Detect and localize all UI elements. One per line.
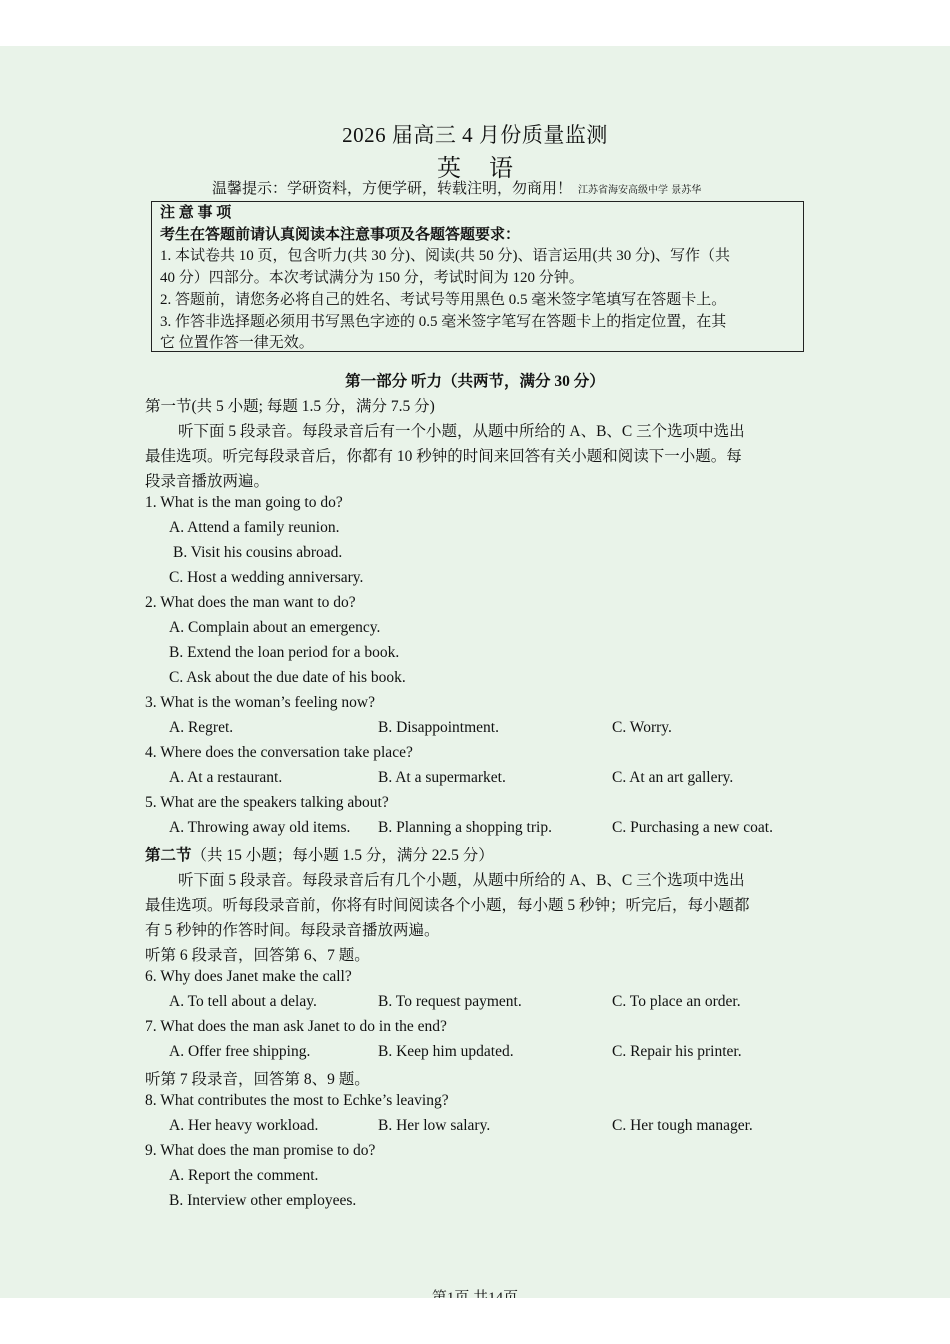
option: A. Regret. bbox=[169, 719, 234, 736]
option: C. Host a wedding anniversary. bbox=[169, 569, 364, 586]
audio-instruction: 听第 6 段录音，回答第 6、7 题。 bbox=[145, 947, 370, 964]
audio-instruction: 听第 7 段录音，回答第 8、9 题。 bbox=[145, 1071, 370, 1088]
option: B. Her low salary. bbox=[378, 1117, 491, 1134]
tip-text: 温馨提示：学研资料，方便学研，转载注明，勿商用！ bbox=[212, 181, 573, 197]
section2-title-bold: 第二节 bbox=[145, 847, 192, 864]
option: C. Purchasing a new coat. bbox=[612, 819, 773, 836]
option: B. Disappointment. bbox=[378, 719, 499, 736]
notice-line: 3. 作答非选择题必须用书写黑色字迹的 0.5 毫米签字笔写在答题卡上的指定位置，在其 bbox=[160, 313, 727, 330]
notice-line: 它 位置作答一律无效。 bbox=[160, 335, 314, 352]
option: B. Planning a shopping trip. bbox=[378, 819, 552, 836]
option: A. Attend a family reunion. bbox=[169, 519, 340, 536]
notice-heading: 注 意 事 项 bbox=[160, 205, 232, 221]
instruction-line: 段录音播放两遍。 bbox=[145, 473, 270, 490]
option: A. At a restaurant. bbox=[169, 769, 283, 786]
option: C. Her tough manager. bbox=[612, 1117, 753, 1134]
option: B. To request payment. bbox=[378, 993, 522, 1010]
notice-line: 40 分）四部分。本次考试满分为 150 分，考试时间为 120 分钟。 bbox=[160, 270, 584, 287]
option: A. Complain about an emergency. bbox=[169, 619, 381, 636]
instruction-line: 最佳选项。听完每段录音后，你都有 10 秒钟的时间来回答有关小题和阅读下一小题。每 bbox=[145, 448, 742, 465]
question-stem: 5. What are the speakers talking about? bbox=[145, 794, 389, 811]
question-stem: 6. Why does Janet make the call? bbox=[145, 968, 352, 985]
question-stem: 1. What is the man going to do? bbox=[145, 494, 343, 511]
section2-title-rest: （共 15 小题；每小题 1.5 分，满分 22.5 分） bbox=[191, 847, 494, 864]
instruction-line: 有 5 秒钟的作答时间。每段录音播放两遍。 bbox=[145, 922, 440, 939]
option: B. Interview other employees. bbox=[169, 1192, 357, 1209]
notice-box bbox=[151, 201, 804, 352]
question-stem: 8. What contributes the most to Echke’s leaving? bbox=[145, 1092, 449, 1109]
question-stem: 9. What does the man promise to do? bbox=[145, 1142, 376, 1159]
instruction-line: 听下面 5 段录音。每段录音后有几个小题，从题中所给的 A、B、C 三个选项中选出 bbox=[178, 872, 745, 889]
part1-title: 第一部分 听力（共两节，满分 30 分） bbox=[345, 373, 605, 390]
option: A. Throwing away old items. bbox=[169, 819, 351, 836]
option: A. Report the comment. bbox=[169, 1167, 319, 1184]
option: A. Offer free shipping. bbox=[169, 1043, 311, 1060]
option: B. Keep him updated. bbox=[378, 1043, 514, 1060]
tip-source: 江苏省海安高级中学 景苏华 bbox=[578, 185, 702, 196]
option: B. At a supermarket. bbox=[378, 769, 506, 786]
subject-title: 英语 bbox=[437, 156, 541, 182]
option: A. Her heavy workload. bbox=[169, 1117, 319, 1134]
option: C. At an art gallery. bbox=[612, 769, 734, 786]
notice-line: 1. 本试卷共 10 页，包含听力(共 30 分)、阅读(共 50 分)、语言运用(共 30 分)、写作（共 bbox=[160, 248, 730, 265]
option: C. Repair his printer. bbox=[612, 1043, 742, 1060]
question-stem: 2. What does the man want to do? bbox=[145, 594, 356, 611]
notice-subheading: 考生在答题前请认真阅读本注意事项及各题答题要求： bbox=[160, 226, 521, 243]
option: B. Visit his cousins abroad. bbox=[173, 544, 343, 561]
exam-title: 2026 届高三 4 月份质量监测 bbox=[342, 123, 608, 147]
notice-line: 2. 答题前，请您务必将自己的姓名、考试号等用黑色 0.5 毫米签字笔填写在答题卡上。 bbox=[160, 291, 727, 308]
section1-title: 第一节(共 5 小题; 每题 1.5 分，满分 7.5 分) bbox=[145, 398, 435, 415]
option: C. Ask about the due date of his book. bbox=[169, 669, 406, 686]
page-bottom-margin bbox=[0, 1298, 950, 1344]
question-stem: 4. Where does the conversation take place? bbox=[145, 744, 413, 761]
question-stem: 7. What does the man ask Janet to do in the end? bbox=[145, 1018, 447, 1035]
option: B. Extend the loan period for a book. bbox=[169, 644, 400, 661]
option: C. Worry. bbox=[612, 719, 672, 736]
question-stem: 3. What is the woman’s feeling now? bbox=[145, 694, 376, 711]
instruction-line: 听下面 5 段录音。每段录音后有一个小题，从题中所给的 A、B、C 三个选项中选出 bbox=[178, 423, 745, 440]
section2-title bbox=[145, 843, 494, 865]
tip-line bbox=[212, 177, 701, 198]
instruction-line: 最佳选项。听每段录音前，你将有时间阅读各个小题，每小题 5 秒钟；听完后，每小题都 bbox=[145, 897, 750, 914]
option: C. To place an order. bbox=[612, 993, 741, 1010]
option: A. To tell about a delay. bbox=[169, 993, 317, 1010]
